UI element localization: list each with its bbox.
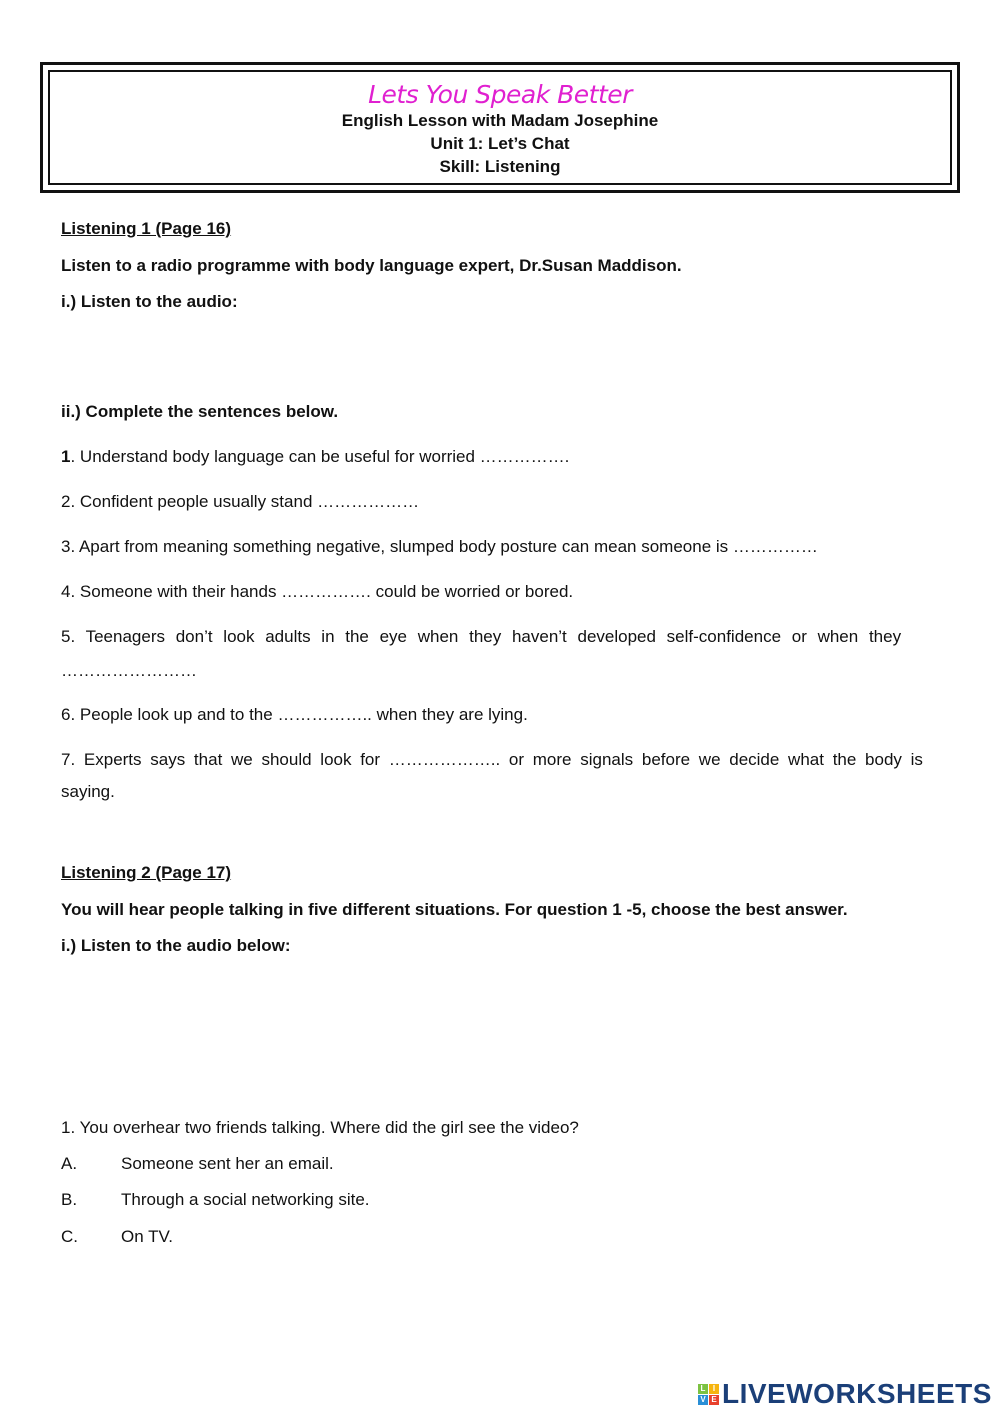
option-text: Someone sent her an email.: [121, 1154, 334, 1173]
listening2-step1: i.) Listen to the audio below:: [61, 936, 291, 955]
question-text: 5. Teenagers don’t look adults in the eye when they haven’t developed self-confidence or when they: [61, 627, 902, 646]
unit-line: Unit 1: Let’s Chat: [430, 134, 570, 153]
liveworksheets-logo: [698, 1378, 992, 1410]
logo-block-l: L: [698, 1384, 708, 1394]
question-2: 2. Confident people usually stand ………………: [61, 492, 420, 511]
question-5-line1: [61, 627, 939, 647]
lesson-line: English Lesson with Madam Josephine: [341, 111, 659, 130]
question-3: 3. Apart from meaning something negative, slumped body posture can mean someone is ……………: [61, 537, 818, 556]
logo-block-v: V: [698, 1395, 708, 1405]
listening1-step2: ii.) Complete the sentences below.: [61, 402, 339, 421]
question-1: [61, 447, 569, 467]
question-7-line1: 7. Experts says that we should look for ……………….. or more signals before we decide what the body is: [61, 750, 923, 769]
option-letter: B.: [61, 1190, 78, 1209]
logo-block-i: I: [709, 1384, 719, 1394]
option-letter: C.: [61, 1227, 78, 1246]
option-letter: A.: [61, 1154, 78, 1173]
question-7-line2: saying.: [61, 782, 115, 801]
question-number: 1: [61, 447, 71, 466]
mc-question-1: 1. You overhear two friends talking. Where did the girl see the video?: [61, 1118, 579, 1137]
option-c[interactable]: [61, 1227, 173, 1247]
listening1-instruction: Listen to a radio programme with body language expert, Dr.Susan Maddison.: [61, 256, 682, 275]
logo-blocks-icon: [698, 1384, 719, 1405]
logo-block-e: E: [709, 1395, 719, 1405]
question-5-line2: ……………………: [61, 661, 197, 680]
option-text: Through a social networking site.: [121, 1190, 370, 1209]
listening2-heading: Listening 2 (Page 17): [61, 863, 232, 882]
option-text: On TV.: [121, 1227, 173, 1246]
header-box: [40, 62, 960, 193]
listening1-heading: Listening 1 (Page 16): [61, 219, 232, 238]
question-4: 4. Someone with their hands ……………. could be worried or bored.: [61, 582, 574, 601]
question-6: 6. People look up and to the …………….. when they are lying.: [61, 705, 528, 724]
question-text: . Understand body language can be useful for worried …………….: [70, 447, 570, 466]
worksheet-title: Lets You Speak Better: [368, 80, 632, 109]
option-b[interactable]: [61, 1190, 370, 1210]
listening1-step1: i.) Listen to the audio:: [61, 292, 238, 311]
option-a[interactable]: [61, 1154, 334, 1174]
skill-line: Skill: Listening: [439, 157, 561, 176]
logo-text: LIVEWORKSHEETS: [722, 1378, 992, 1409]
listening2-instruction: You will hear people talking in five different situations. For question 1 -5, choose the best answer.: [61, 900, 848, 919]
